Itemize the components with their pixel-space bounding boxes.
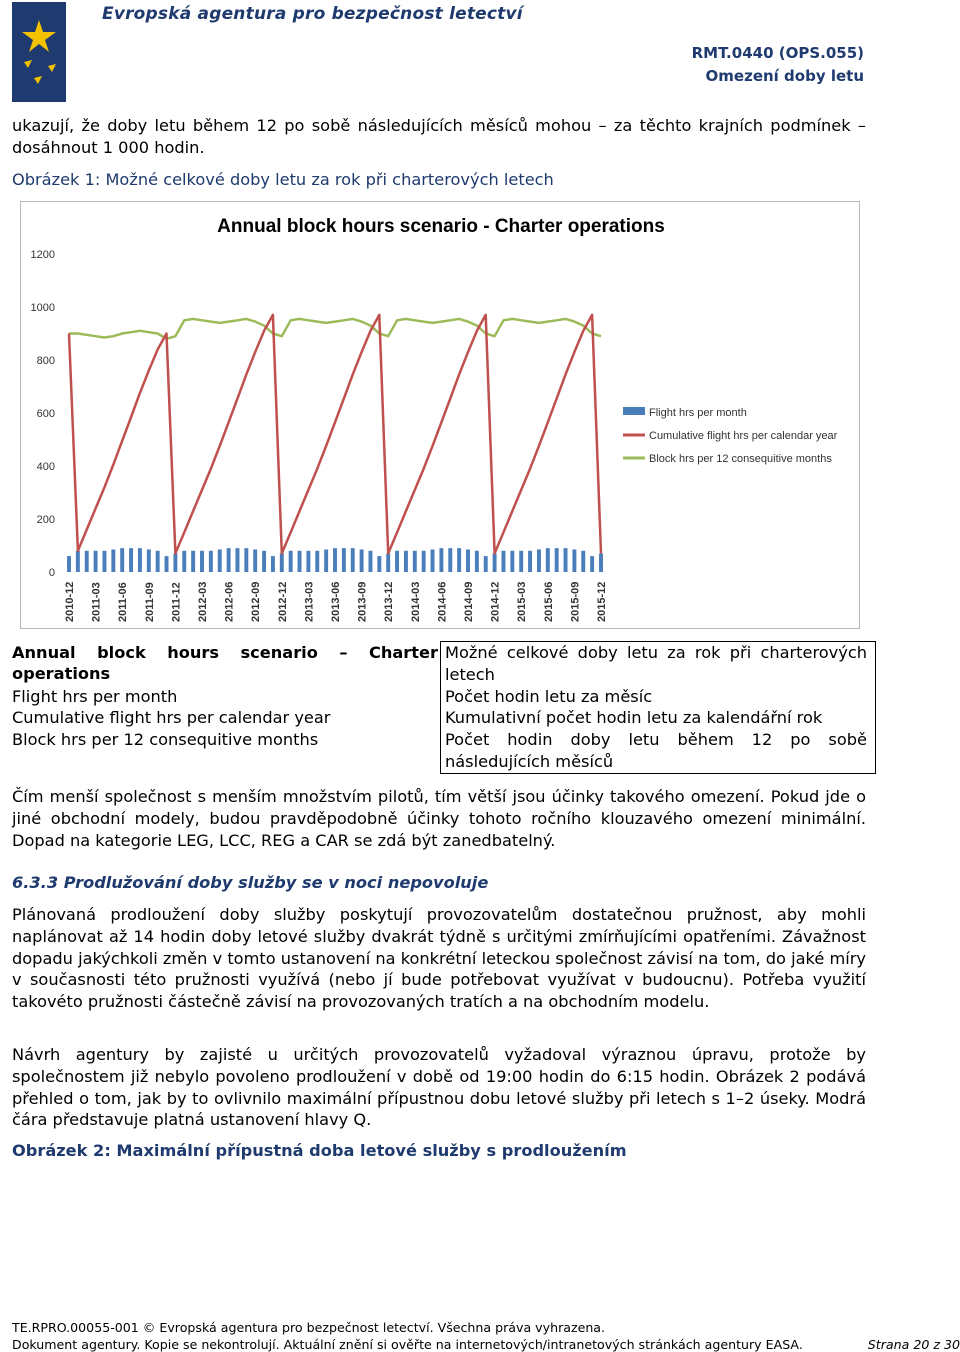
bar-flight-hrs: [200, 551, 204, 572]
x-tick-label: 2014-03: [409, 581, 422, 622]
x-tick-label: 2015-06: [542, 581, 555, 622]
bar-flight-hrs: [404, 551, 408, 572]
bar-flight-hrs: [528, 551, 532, 572]
line-block-hrs-12-months: [69, 319, 601, 339]
header-subref: Omezení doby letu: [705, 67, 864, 85]
x-tick-label: 2011-12: [170, 582, 183, 622]
y-tick-label: 0: [48, 567, 55, 579]
bar-flight-hrs: [475, 551, 479, 572]
bar-flight-hrs: [333, 548, 337, 572]
legend-swatch: [623, 407, 645, 415]
bar-flight-hrs: [457, 548, 461, 572]
section-heading: 6.3.3 Prodlužování doby služby se v noci nepovoluje: [12, 873, 489, 892]
x-tick-label: 2011-03: [90, 582, 103, 622]
figure2-caption: Obrázek 2: Maximální přípustná doba letové služby s prodloužením: [12, 1141, 627, 1160]
table-cell-cz: Možné celkové doby letu za rok při charterových letech: [441, 642, 876, 686]
line-cumulative-flight-hrs: [69, 315, 601, 554]
header-agency: Evropská agentura pro bezpečnost letectví: [102, 4, 523, 24]
x-tick-label: 2015-09: [569, 581, 582, 622]
y-tick-label: 1200: [30, 249, 55, 261]
x-tick-label: 2012-12: [276, 581, 289, 622]
bar-flight-hrs: [324, 549, 328, 572]
bar-flight-hrs: [590, 556, 594, 572]
bar-flight-hrs: [156, 551, 160, 572]
bar-flight-hrs: [315, 551, 319, 572]
table-cell-en: Cumulative flight hrs per calendar year: [12, 708, 331, 728]
bar-flight-hrs: [377, 556, 381, 572]
bar-flight-hrs: [484, 556, 488, 572]
bar-flight-hrs: [386, 553, 390, 572]
x-tick-label: 2014-06: [436, 581, 449, 622]
bar-flight-hrs: [165, 556, 169, 572]
table-row: [10, 686, 876, 708]
figure1-caption: Obrázek 1: Možné celkové doby letu za rok při charterových letech: [12, 170, 554, 189]
table-cell-cz: Počet hodin letu za měsíc: [441, 686, 876, 708]
table-row: [10, 642, 876, 686]
bar-flight-hrs: [218, 549, 222, 572]
bar-flight-hrs: [439, 548, 443, 572]
bar-flight-hrs: [271, 556, 275, 572]
x-tick-label: 2011-09: [143, 582, 156, 622]
bar-flight-hrs: [572, 549, 576, 572]
bar-flight-hrs: [76, 551, 80, 572]
bar-flight-hrs: [289, 551, 293, 572]
chart-frame: [20, 201, 860, 629]
y-tick-label: 800: [36, 355, 55, 367]
table-cell-cz: Počet hodin doby letu během 12 po sobě následujících měsíců: [441, 729, 876, 773]
bar-flight-hrs: [236, 548, 240, 572]
bar-flight-hrs: [493, 553, 497, 572]
bar-flight-hrs: [510, 551, 514, 572]
bar-flight-hrs: [360, 549, 364, 572]
x-tick-label: 2013-12: [383, 581, 396, 622]
x-tick-label: 2013-03: [303, 581, 316, 622]
paragraph-smaller-companies: Čím menší společnost s menším množstvím pilotů, tím větší jsou účinky takového omezení. Pokud jde o jiné obchodní modely, budou pravděpodobně účinky tohoto ročního klouzavého omezení minimální. Dopad na kategorie LEG, LCC, REG a CAR se zdá být zanedbatelný.: [12, 787, 866, 850]
x-tick-label: 2014-09: [463, 581, 475, 622]
bar-flight-hrs: [173, 553, 177, 572]
bar-flight-hrs: [138, 548, 142, 572]
header-ref: RMT.0440 (OPS.055): [691, 44, 864, 62]
footer-copyright: TE.RPRO.00055-001 © Evropská agentura pro bezpečnost letectví. Všechna práva vyhrazena.: [12, 1320, 606, 1335]
bar-flight-hrs: [369, 551, 373, 572]
bar-flight-hrs: [546, 548, 550, 572]
y-tick-label: 1000: [30, 302, 55, 314]
bar-flight-hrs: [466, 549, 470, 572]
bar-flight-hrs: [599, 553, 603, 572]
bar-flight-hrs: [564, 548, 568, 572]
x-tick-label: 2012-03: [197, 581, 209, 622]
x-tick-label: 2012-06: [223, 581, 236, 622]
bar-flight-hrs: [431, 549, 435, 572]
bar-flight-hrs: [244, 548, 248, 572]
bar-flight-hrs: [111, 549, 115, 572]
legend-translation-table: [10, 641, 876, 774]
paragraph-agency-proposal: Návrh agentury by zajisté u určitých provozovatelů vyžadoval výraznou úpravu, protože by společnostem již nebylo povoleno prodloužení v době od 19:00 hodin do 6:15 hodin. Obrázek 2 podává přehled o tom, jak by to ovlivnilo maximální přípustnou dobu letové služby při letech s 1–2 úseky. Modrá čára představuje platná ustanovení hlavy Q.: [12, 1045, 866, 1130]
intro-paragraph: ukazují, že doby letu během 12 po sobě následujících měsíců mohou – za těchto krajních podmínek – dosáhnout 1 000 hodin.: [12, 116, 866, 157]
table-cell-en: Block hrs per 12 consequitive months: [12, 730, 319, 750]
annual-block-hours-chart: [21, 202, 859, 628]
bar-flight-hrs: [298, 551, 302, 572]
x-tick-label: 2015-03: [516, 581, 529, 622]
footer-page-number: Strana 20 z 30: [867, 1337, 960, 1352]
x-tick-label: 2015-12: [596, 581, 608, 622]
y-tick-label: 600: [36, 408, 55, 420]
bar-flight-hrs: [103, 551, 107, 572]
footer-disclaimer: Dokument agentury. Kopie se nekontrolují. Aktuální znění si ověřte na internetových/intranetových stránkách agentury EASA.: [12, 1337, 803, 1352]
bar-flight-hrs: [395, 551, 399, 572]
bar-flight-hrs: [280, 553, 284, 572]
bar-flight-hrs: [537, 549, 541, 572]
table-cell-cz: Kumulativní počet hodin letu za kalendářní rok: [441, 707, 876, 729]
bar-flight-hrs: [147, 549, 151, 572]
bar-flight-hrs: [448, 548, 452, 572]
x-tick-label: 2010-12: [64, 581, 76, 622]
x-tick-label: 2013-06: [330, 581, 342, 622]
table-cell-en: Flight hrs per month: [12, 686, 178, 706]
easa-logo: [12, 2, 66, 102]
bar-flight-hrs: [342, 548, 346, 572]
bar-flight-hrs: [306, 551, 310, 572]
bar-flight-hrs: [351, 548, 355, 572]
table-cell-en: Annual block hours scenario – Charter operations: [12, 642, 438, 684]
bar-flight-hrs: [85, 551, 89, 572]
y-tick-label: 400: [36, 461, 55, 473]
y-tick-label: 200: [36, 514, 55, 526]
chart-title: Annual block hours scenario - Charter operations: [217, 216, 665, 237]
bar-flight-hrs: [422, 551, 426, 572]
legend-label: Flight hrs per month: [649, 407, 747, 419]
legend-label: Block hrs per 12 consequitive months: [649, 453, 832, 465]
bar-flight-hrs: [182, 551, 186, 572]
bar-flight-hrs: [94, 551, 98, 572]
x-tick-label: 2011-06: [117, 582, 130, 622]
bar-flight-hrs: [120, 548, 124, 572]
bar-flight-hrs: [129, 548, 133, 572]
bar-flight-hrs: [262, 551, 266, 572]
bar-flight-hrs: [191, 551, 195, 572]
bar-flight-hrs: [502, 551, 506, 572]
bar-flight-hrs: [67, 556, 71, 572]
legend-label: Cumulative flight hrs per calendar year: [649, 430, 838, 442]
bar-flight-hrs: [209, 551, 213, 572]
bar-flight-hrs: [519, 551, 523, 572]
table-row: [10, 707, 876, 729]
bar-flight-hrs: [581, 551, 585, 572]
bar-flight-hrs: [253, 549, 257, 572]
bar-flight-hrs: [413, 551, 417, 572]
x-tick-label: 2014-12: [489, 581, 502, 622]
x-tick-label: 2013-09: [356, 581, 369, 622]
bar-flight-hrs: [555, 548, 559, 572]
table-row: [10, 729, 876, 773]
bar-flight-hrs: [227, 548, 231, 572]
x-tick-label: 2012-09: [250, 581, 263, 622]
paragraph-planned-extensions: Plánovaná prodloužení doby služby poskytují provozovatelům dostatečnou pružnost, aby mohli naplánovat až 14 hodin doby letové služby dvakrát týdně s určitými zmírňujícími opatřeními. Závažnost dopadu jakýchkoli změn v tomto ustanovení na konkrétní leteckou společnost závisí na tom, do jaké míry v současnosti této pružnosti využívá (nebo jí bude potřebovat využívat v budoucnu). Potřeba využití takovéto pružnosti částečně závisí na provozovaných tratích a na obchodním modelu.: [12, 905, 866, 1012]
